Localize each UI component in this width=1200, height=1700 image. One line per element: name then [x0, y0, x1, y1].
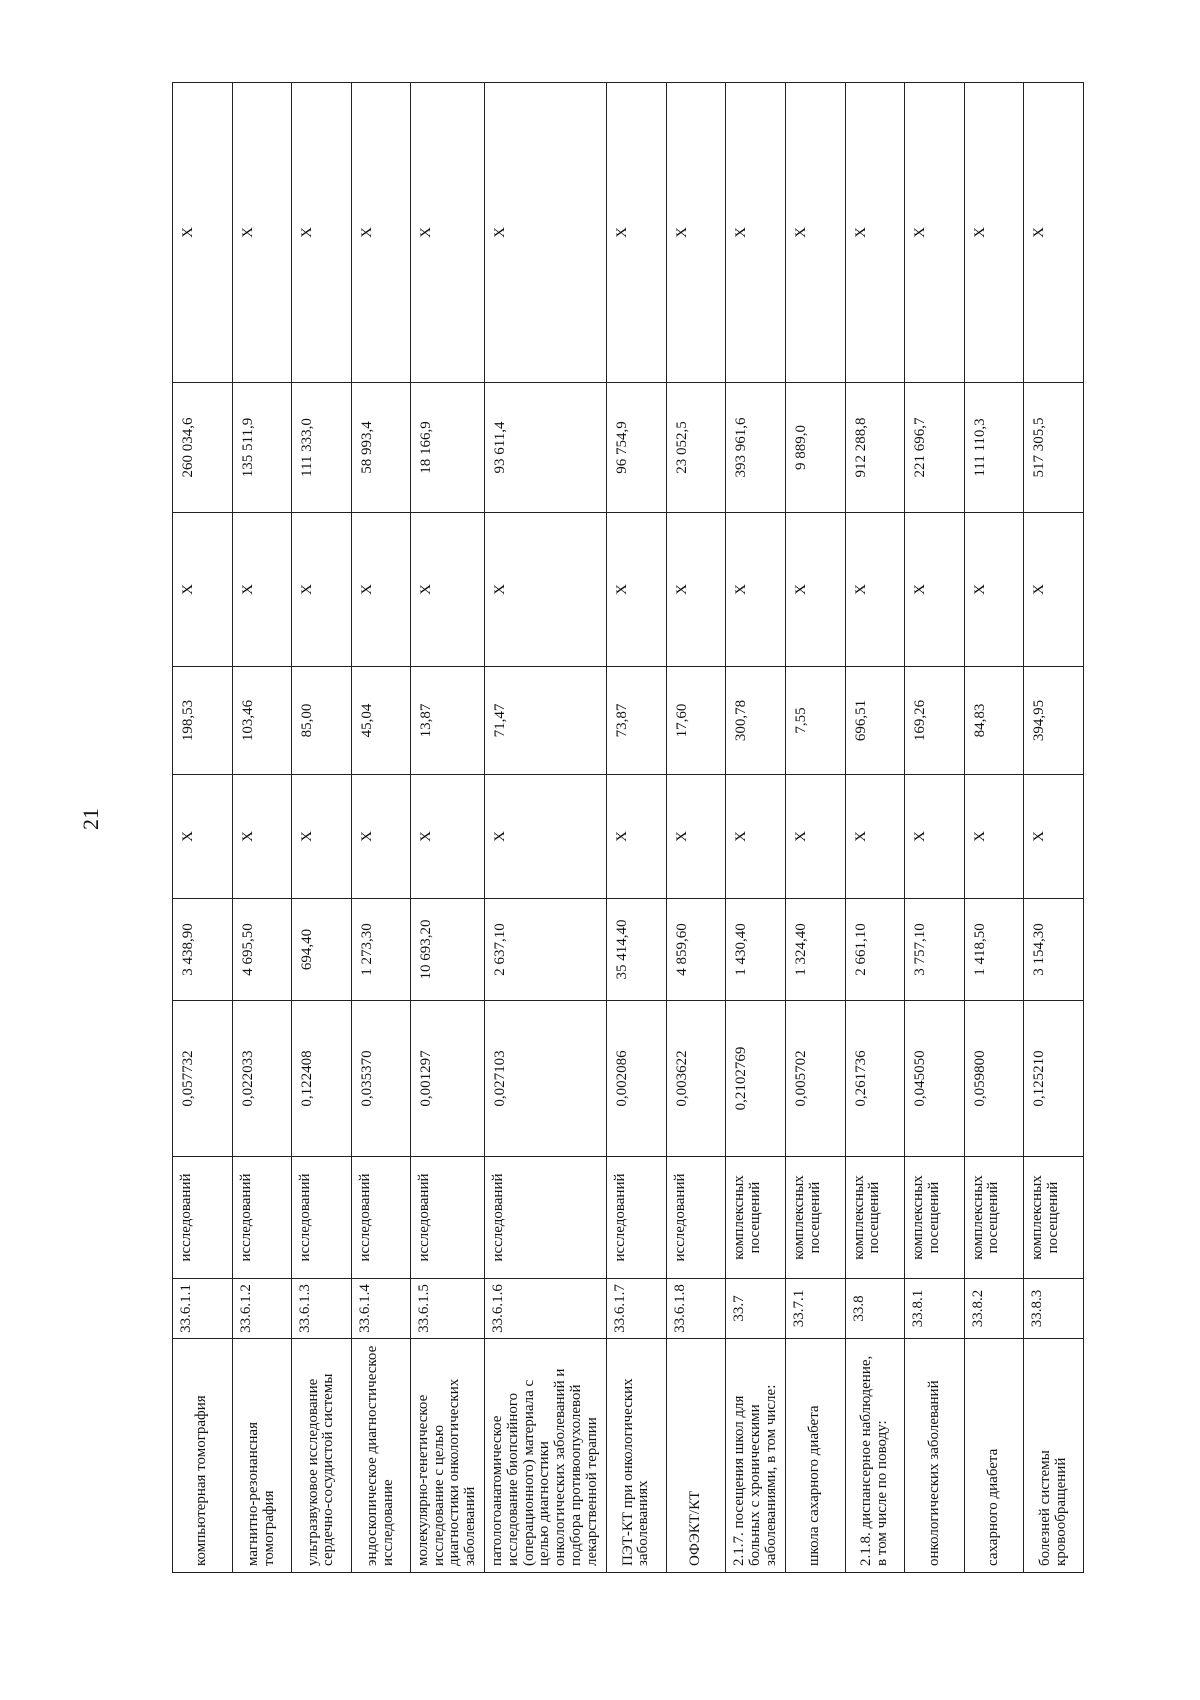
- row-cost: 1 273,30: [351, 899, 411, 1001]
- row-per-capita: 696,51: [845, 667, 905, 775]
- row-code: 33.6.1.5: [411, 1279, 484, 1339]
- row-norm: 0,045050: [905, 1001, 965, 1157]
- row-total: 9 889,0: [785, 383, 845, 513]
- row-code: 33.6.1.7: [607, 1279, 667, 1339]
- row-x-mark: X: [785, 775, 845, 899]
- row-x-mark: X: [292, 83, 352, 383]
- row-per-capita: 71,47: [484, 667, 607, 775]
- row-total: 23 052,5: [666, 383, 726, 513]
- row-cost: 1 418,50: [964, 899, 1024, 1001]
- row-x-mark: X: [905, 775, 965, 899]
- row-name: эндоскопическое диагностическое исследование: [351, 1339, 411, 1573]
- row-total: 912 288,8: [845, 383, 905, 513]
- table-row: [484, 83, 607, 1573]
- row-per-capita: 45,04: [351, 667, 411, 775]
- row-per-capita: 7,55: [785, 667, 845, 775]
- row-total: 18 166,9: [411, 383, 484, 513]
- row-x-mark: X: [964, 83, 1024, 383]
- row-cost: 1 430,40: [726, 899, 786, 1001]
- table-row: [1024, 83, 1084, 1573]
- table-row: [173, 83, 233, 1573]
- row-norm: 0,003622: [666, 1001, 726, 1157]
- row-code: 33.7.1: [785, 1279, 845, 1339]
- table-row: [905, 83, 965, 1573]
- row-x-mark: X: [292, 513, 352, 667]
- row-unit: исследований: [411, 1157, 484, 1279]
- row-code: 33.6.1.1: [173, 1279, 233, 1339]
- table-row: [607, 83, 667, 1573]
- row-name: патологоанатомическое исследование биопсийного (операционного) материала с целью диагностики онкологических заболеваний и подбора противоопухолевой лекарственной терапии: [484, 1339, 607, 1573]
- row-cost: 2 661,10: [845, 899, 905, 1001]
- row-x-mark: X: [666, 83, 726, 383]
- row-unit: исследований: [484, 1157, 607, 1279]
- row-per-capita: 103,46: [232, 667, 292, 775]
- row-per-capita: 84,83: [964, 667, 1024, 775]
- row-cost: 3 154,30: [1024, 899, 1084, 1001]
- data-table: [172, 82, 1084, 1573]
- row-x-mark: X: [607, 83, 667, 383]
- row-x-mark: X: [484, 83, 607, 383]
- table-row: [845, 83, 905, 1573]
- row-x-mark: X: [1024, 513, 1084, 667]
- table-row: [411, 83, 484, 1573]
- row-x-mark: X: [351, 83, 411, 383]
- rotated-table-wrapper: [172, 83, 1084, 1573]
- row-unit: исследований: [292, 1157, 352, 1279]
- row-per-capita: 394,95: [1024, 667, 1084, 775]
- row-name: школа сахарного диабета: [785, 1339, 845, 1573]
- row-name: ультразвуковое исследование сердечно-сосудистой системы: [292, 1339, 352, 1573]
- row-norm: 0,125210: [1024, 1001, 1084, 1157]
- row-name: 2.1.8. диспансерное наблюдение, в том числе по поводу:: [845, 1339, 905, 1573]
- row-x-mark: X: [726, 83, 786, 383]
- row-norm: 0,027103: [484, 1001, 607, 1157]
- row-total: 135 511,9: [232, 383, 292, 513]
- row-cost: 1 324,40: [785, 899, 845, 1001]
- row-x-mark: X: [484, 513, 607, 667]
- row-total: 221 696,7: [905, 383, 965, 513]
- row-x-mark: X: [607, 513, 667, 667]
- row-unit: исследований: [232, 1157, 292, 1279]
- table-row: [964, 83, 1024, 1573]
- row-x-mark: X: [845, 83, 905, 383]
- row-x-mark: X: [964, 513, 1024, 667]
- row-per-capita: 73,87: [607, 667, 667, 775]
- row-x-mark: X: [607, 775, 667, 899]
- row-name: молекулярно-генетическое исследование с целью диагностики онкологических заболеваний: [411, 1339, 484, 1573]
- row-norm: 0,005702: [785, 1001, 845, 1157]
- row-x-mark: X: [666, 775, 726, 899]
- row-cost: 4 695,50: [232, 899, 292, 1001]
- row-x-mark: X: [484, 775, 607, 899]
- row-code: 33.6.1.3: [292, 1279, 352, 1339]
- row-name: 2.1.7. посещения школ для больных с хроническими заболеваниями, в том числе:: [726, 1339, 786, 1573]
- row-unit: комплексных посещений: [964, 1157, 1024, 1279]
- row-unit: комплексных посещений: [726, 1157, 786, 1279]
- row-unit: исследований: [351, 1157, 411, 1279]
- row-per-capita: 13,87: [411, 667, 484, 775]
- row-total: 93 611,4: [484, 383, 607, 513]
- row-unit: комплексных посещений: [785, 1157, 845, 1279]
- row-norm: 0,022033: [232, 1001, 292, 1157]
- row-cost: 2 637,10: [484, 899, 607, 1001]
- row-x-mark: X: [726, 775, 786, 899]
- row-per-capita: 17,60: [666, 667, 726, 775]
- row-total: 111 333,0: [292, 383, 352, 513]
- row-code: 33.7: [726, 1279, 786, 1339]
- row-x-mark: X: [905, 83, 965, 383]
- row-norm: 0,001297: [411, 1001, 484, 1157]
- table-row: [785, 83, 845, 1573]
- row-norm: 0,002086: [607, 1001, 667, 1157]
- row-total: 96 754,9: [607, 383, 667, 513]
- row-norm: 0,057732: [173, 1001, 233, 1157]
- row-x-mark: X: [292, 775, 352, 899]
- row-norm: 0,059800: [964, 1001, 1024, 1157]
- row-x-mark: X: [1024, 775, 1084, 899]
- row-unit: комплексных посещений: [905, 1157, 965, 1279]
- row-cost: 3 438,90: [173, 899, 233, 1001]
- row-cost: 10 693,20: [411, 899, 484, 1001]
- row-name: компьютерная томография: [173, 1339, 233, 1573]
- row-name: ОФЭКТ/КТ: [666, 1339, 726, 1573]
- row-norm: 0,122408: [292, 1001, 352, 1157]
- row-x-mark: X: [785, 513, 845, 667]
- row-norm: 0,035370: [351, 1001, 411, 1157]
- row-norm: 0,261736: [845, 1001, 905, 1157]
- row-x-mark: X: [232, 513, 292, 667]
- row-cost: 694,40: [292, 899, 352, 1001]
- row-per-capita: 198,53: [173, 667, 233, 775]
- row-code: 33.8.2: [964, 1279, 1024, 1339]
- row-code: 33.6.1.2: [232, 1279, 292, 1339]
- row-x-mark: X: [845, 775, 905, 899]
- table-row: [232, 83, 292, 1573]
- row-x-mark: X: [173, 83, 233, 383]
- row-total: 111 110,3: [964, 383, 1024, 513]
- row-cost: 35 414,40: [607, 899, 667, 1001]
- row-x-mark: X: [785, 83, 845, 383]
- row-name: сахарного диабета: [964, 1339, 1024, 1573]
- row-unit: исследований: [173, 1157, 233, 1279]
- row-name: онкологических заболеваний: [905, 1339, 965, 1573]
- row-unit: комплексных посещений: [845, 1157, 905, 1279]
- row-per-capita: 169,26: [905, 667, 965, 775]
- table-row: [351, 83, 411, 1573]
- row-x-mark: X: [411, 513, 484, 667]
- row-norm: 0,2102769: [726, 1001, 786, 1157]
- row-x-mark: X: [1024, 83, 1084, 383]
- row-x-mark: X: [351, 513, 411, 667]
- page-number: 21: [78, 808, 103, 830]
- row-x-mark: X: [173, 513, 233, 667]
- row-x-mark: X: [351, 775, 411, 899]
- row-cost: 4 859,60: [666, 899, 726, 1001]
- row-x-mark: X: [964, 775, 1024, 899]
- row-code: 33.6.1.8: [666, 1279, 726, 1339]
- table-row: [292, 83, 352, 1573]
- row-name: магнитно-резонансная томография: [232, 1339, 292, 1573]
- row-unit: комплексных посещений: [1024, 1157, 1084, 1279]
- row-per-capita: 85,00: [292, 667, 352, 775]
- row-code: 33.6.1.4: [351, 1279, 411, 1339]
- row-x-mark: X: [411, 775, 484, 899]
- row-x-mark: X: [666, 513, 726, 667]
- row-code: 33.8: [845, 1279, 905, 1339]
- row-total: 393 961,6: [726, 383, 786, 513]
- row-per-capita: 300,78: [726, 667, 786, 775]
- row-x-mark: X: [411, 83, 484, 383]
- row-x-mark: X: [845, 513, 905, 667]
- row-x-mark: X: [726, 513, 786, 667]
- row-cost: 3 757,10: [905, 899, 965, 1001]
- row-x-mark: X: [232, 775, 292, 899]
- row-unit: исследований: [607, 1157, 667, 1279]
- row-code: 33.8.1: [905, 1279, 965, 1339]
- row-code: 33.6.1.6: [484, 1279, 607, 1339]
- row-code: 33.8.3: [1024, 1279, 1084, 1339]
- row-total: 260 034,6: [173, 383, 233, 513]
- row-name: болезней системы кровообращений: [1024, 1339, 1084, 1573]
- row-x-mark: X: [232, 83, 292, 383]
- table-row: [726, 83, 786, 1573]
- row-name: ПЭТ-КТ при онкологических заболеваниях: [607, 1339, 667, 1573]
- row-unit: исследований: [666, 1157, 726, 1279]
- row-total: 58 993,4: [351, 383, 411, 513]
- row-x-mark: X: [173, 775, 233, 899]
- row-total: 517 305,5: [1024, 383, 1084, 513]
- table-row: [666, 83, 726, 1573]
- row-x-mark: X: [905, 513, 965, 667]
